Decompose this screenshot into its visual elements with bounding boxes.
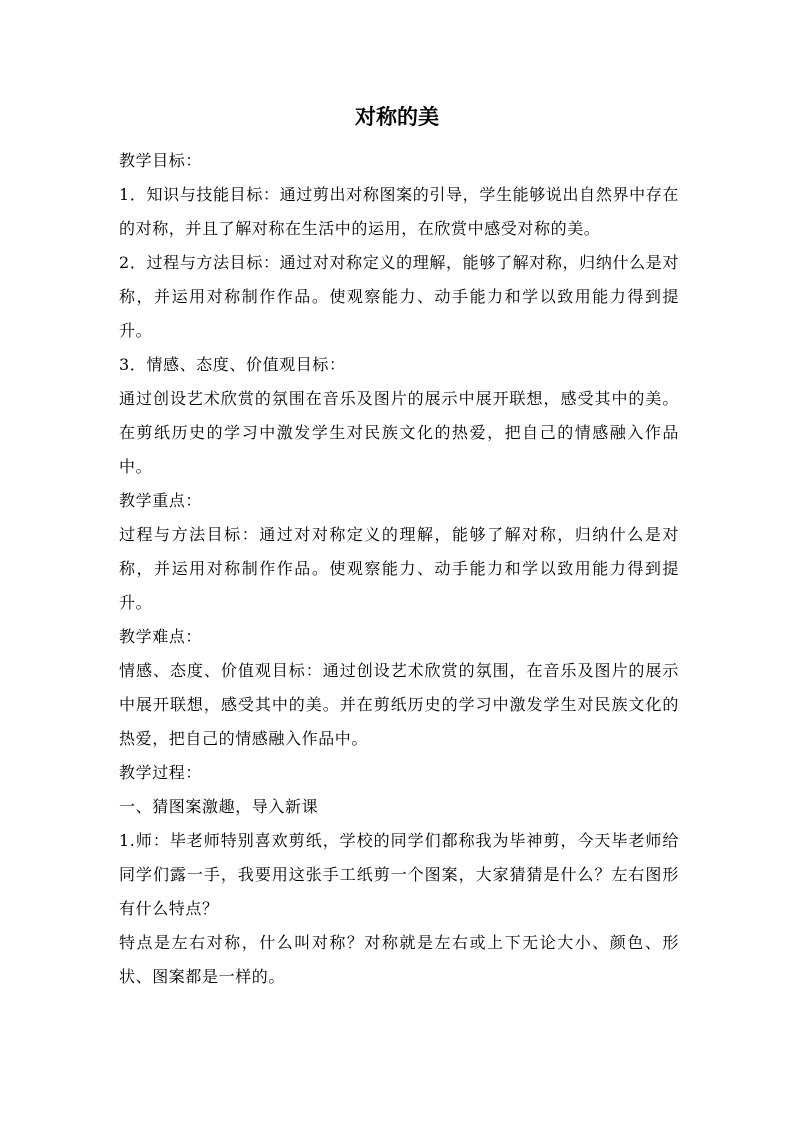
paragraph-symmetry-definition: 特点是左右对称，什么叫对称？对称就是左右或上下无论大小、颜色、形状、图案都是一样的。 xyxy=(119,933,679,986)
paragraph-section-1-heading: 一、猜图案激趣，导入新课 xyxy=(119,797,319,816)
paragraph-goal-1: 1．知识与技能目标：通过剪出对称图案的引导，学生能够说出自然界中存在的对称，并且了解对称在生活中的运用，在欣赏中感受对称的美。 xyxy=(119,185,679,238)
heading-key-points: 教学重点： xyxy=(119,491,203,510)
paragraph-goal-3-heading: 3．情感、态度、价值观目标： xyxy=(119,355,346,374)
heading-teaching-goals: 教学目标： xyxy=(119,151,203,170)
heading-teaching-process: 教学过程： xyxy=(119,763,203,782)
document-title: 对称的美 xyxy=(355,104,439,129)
paragraph-difficulties: 情感、态度、价值观目标：通过创设艺术欣赏的氛围，在音乐及图片的展示中展开联想，感受其中的美。并在剪纸历史的学习中激发学生对民族文化的热爱，把自己的情感融入作品中。 xyxy=(119,661,679,748)
document-body xyxy=(119,144,679,994)
heading-difficulties: 教学难点： xyxy=(119,627,203,646)
paragraph-key-points: 过程与方法目标：通过对对称定义的理解，能够了解对称，归纳什么是对称，并运用对称制作作品。使观察能力、动手能力和学以致用能力得到提升。 xyxy=(119,525,679,612)
paragraph-goal-3-body: 通过创设艺术欣赏的氛围在音乐及图片的展示中展开联想，感受其中的美。在剪纸历史的学习中激发学生对民族文化的热爱，把自己的情感融入作品中。 xyxy=(119,389,679,476)
paragraph-teacher-intro: 1.师：毕老师特别喜欢剪纸，学校的同学们都称我为毕神剪，今天毕老师给同学们露一手，我要用这张手工纸剪一个图案，大家猜猜是什么？左右图形有什么特点？ xyxy=(119,831,679,918)
paragraph-goal-2: 2．过程与方法目标：通过对对称定义的理解，能够了解对称，归纳什么是对称，并运用对称制作作品。使观察能力、动手能力和学以致用能力得到提升。 xyxy=(119,253,679,340)
